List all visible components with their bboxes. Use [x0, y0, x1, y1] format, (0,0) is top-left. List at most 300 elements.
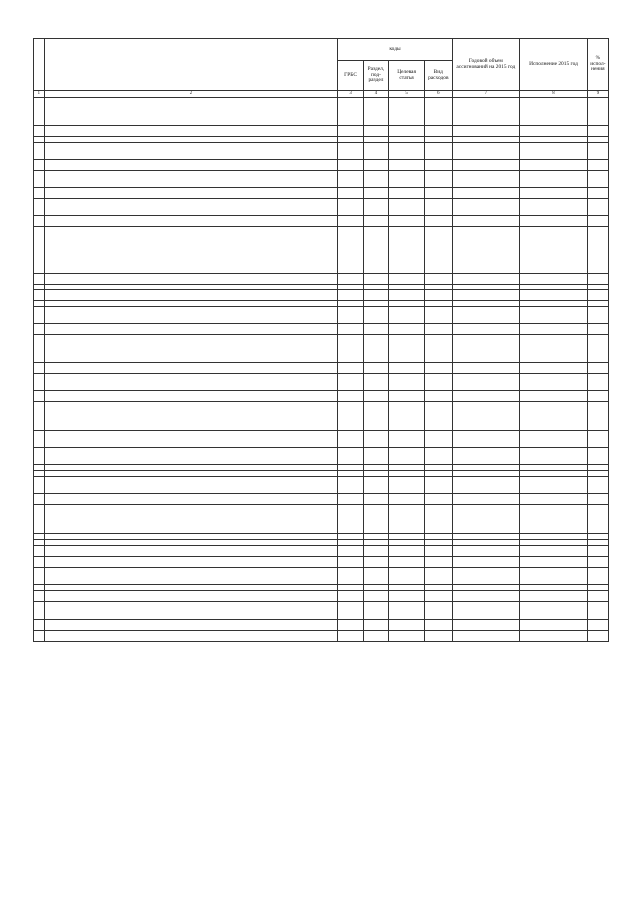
row-description: [44, 159, 338, 170]
expense-type-code: [425, 125, 452, 136]
grbs-code: [338, 362, 363, 373]
expense-type-code: [425, 619, 452, 630]
table-row: [34, 170, 609, 187]
plan-amount: [452, 170, 520, 187]
row-index-cell: [34, 590, 45, 601]
column-number: 8: [520, 91, 588, 98]
plan-amount: [452, 504, 520, 533]
row-description: [44, 619, 338, 630]
fact-amount: [520, 306, 588, 323]
plan-amount: [452, 198, 520, 215]
grbs-code: [338, 170, 363, 187]
target-article-code: [389, 504, 425, 533]
table-row: [34, 306, 609, 323]
expense-type-code: [425, 447, 452, 464]
table-row: [34, 545, 609, 556]
expense-type-code: [425, 590, 452, 601]
target-article-code: [389, 187, 425, 198]
expense-type-code: [425, 159, 452, 170]
row-index-cell: [34, 170, 45, 187]
table-row: [34, 390, 609, 401]
fact-amount: [520, 159, 588, 170]
plan-amount: [452, 545, 520, 556]
table-row: [34, 198, 609, 215]
plan-amount: [452, 215, 520, 226]
grbs-code: [338, 447, 363, 464]
target-article-code: [389, 170, 425, 187]
fact-amount: [520, 401, 588, 430]
target-article-code: [389, 289, 425, 300]
plan-amount: [452, 476, 520, 493]
percent-value: [587, 493, 608, 504]
plan-amount: [452, 187, 520, 198]
row-index-cell: [34, 476, 45, 493]
percent-value: [587, 476, 608, 493]
grbs-code: [338, 545, 363, 556]
plan-header: Годовой объем ассигнований на 2015 год: [452, 39, 520, 91]
target-article-code: [389, 334, 425, 362]
target-article-code: [389, 556, 425, 567]
row-index-cell: [34, 142, 45, 159]
grbs-code: [338, 567, 363, 584]
expense-type-code: [425, 226, 452, 273]
table-row: [34, 273, 609, 284]
row-index-cell: [34, 362, 45, 373]
section-code: [363, 362, 388, 373]
column-number: 6: [425, 91, 452, 98]
row-description: [44, 567, 338, 584]
section-code: [363, 619, 388, 630]
expense-type-code: [425, 567, 452, 584]
table-row: [34, 447, 609, 464]
target-article-code: [389, 159, 425, 170]
fact-amount: [520, 590, 588, 601]
expense-type-code: [425, 476, 452, 493]
column-number: 2: [44, 91, 338, 98]
row-description: [44, 630, 338, 641]
percent-value: [587, 198, 608, 215]
grbs-code: [338, 187, 363, 198]
target-article-code: [389, 142, 425, 159]
percent-value: [587, 630, 608, 641]
percent-value: [587, 430, 608, 447]
expense-type-code: [425, 215, 452, 226]
percent-value: [587, 334, 608, 362]
row-description: [44, 556, 338, 567]
grbs-code: [338, 476, 363, 493]
row-description: [44, 306, 338, 323]
row-description: [44, 447, 338, 464]
table-row: [34, 142, 609, 159]
table-body: [34, 97, 609, 641]
target-article-code: [389, 362, 425, 373]
percent-value: [587, 125, 608, 136]
grbs-code: [338, 142, 363, 159]
section-code: [363, 97, 388, 125]
table-row: [34, 323, 609, 334]
column-number: 9: [587, 91, 608, 98]
column-number-row: [34, 91, 609, 98]
percent-value: [587, 187, 608, 198]
percent-value: [587, 567, 608, 584]
fact-amount: [520, 97, 588, 125]
codes-header: коды: [338, 39, 452, 61]
section-code: [363, 447, 388, 464]
expense-type-code: [425, 334, 452, 362]
target-article-code: [389, 401, 425, 430]
row-description: [44, 601, 338, 619]
expense-type-code: [425, 601, 452, 619]
expense-type-code: [425, 504, 452, 533]
percent-value: [587, 545, 608, 556]
plan-amount: [452, 159, 520, 170]
row-index-cell: [34, 306, 45, 323]
plan-amount: [452, 390, 520, 401]
row-description: [44, 226, 338, 273]
row-index-cell: [34, 187, 45, 198]
table-row: [34, 373, 609, 390]
percent-value: [587, 142, 608, 159]
fact-amount: [520, 125, 588, 136]
plan-amount: [452, 493, 520, 504]
section-code: [363, 215, 388, 226]
section-code: [363, 306, 388, 323]
target-article-code: [389, 430, 425, 447]
table-row: [34, 590, 609, 601]
table-row: [34, 556, 609, 567]
fact-amount: [520, 476, 588, 493]
expense-type-code: [425, 493, 452, 504]
row-description: [44, 430, 338, 447]
table-row: [34, 334, 609, 362]
row-description: [44, 334, 338, 362]
grbs-code: [338, 97, 363, 125]
fact-amount: [520, 373, 588, 390]
plan-amount: [452, 142, 520, 159]
target-article-code: [389, 545, 425, 556]
grbs-code: [338, 630, 363, 641]
row-index-cell: [34, 619, 45, 630]
plan-amount: [452, 97, 520, 125]
grbs-code: [338, 556, 363, 567]
plan-amount: [452, 289, 520, 300]
target-article-code: [389, 601, 425, 619]
table-row: [34, 362, 609, 373]
table-row: [34, 401, 609, 430]
table-row: [34, 187, 609, 198]
target-article-code: [389, 373, 425, 390]
table-row: [34, 493, 609, 504]
fact-amount: [520, 601, 588, 619]
expense-type-code: [425, 187, 452, 198]
column-number: 1: [34, 91, 45, 98]
column-number: 7: [452, 91, 520, 98]
section-code: [363, 493, 388, 504]
plan-amount: [452, 630, 520, 641]
row-description: [44, 545, 338, 556]
row-description: [44, 289, 338, 300]
expense-type-code: [425, 323, 452, 334]
percent-value: [587, 390, 608, 401]
plan-amount: [452, 556, 520, 567]
percent-value: [587, 273, 608, 284]
row-index-cell: [34, 226, 45, 273]
table-row: [34, 601, 609, 619]
table-row: [34, 97, 609, 125]
table-row: [34, 630, 609, 641]
target-article-code: [389, 619, 425, 630]
percent-value: [587, 159, 608, 170]
row-index-cell: [34, 447, 45, 464]
grbs-header: ГРБС: [338, 61, 363, 91]
section-code: [363, 476, 388, 493]
expense-type-code: [425, 97, 452, 125]
row-description: [44, 187, 338, 198]
expense-type-code: [425, 362, 452, 373]
percent-value: [587, 289, 608, 300]
grbs-code: [338, 390, 363, 401]
section-code: [363, 198, 388, 215]
row-index-cell: [34, 198, 45, 215]
row-description: [44, 125, 338, 136]
percent-header: % испол-нения: [587, 39, 608, 91]
plan-amount: [452, 567, 520, 584]
row-description: [44, 323, 338, 334]
row-index-cell: [34, 401, 45, 430]
fact-amount: [520, 567, 588, 584]
fact-amount: [520, 545, 588, 556]
grbs-code: [338, 226, 363, 273]
target-article-code: [389, 323, 425, 334]
percent-value: [587, 306, 608, 323]
expense-type-code: [425, 430, 452, 447]
section-code: [363, 556, 388, 567]
section-code: [363, 504, 388, 533]
plan-amount: [452, 447, 520, 464]
grbs-code: [338, 215, 363, 226]
column-number: 3: [338, 91, 363, 98]
section-code: [363, 187, 388, 198]
row-description: [44, 142, 338, 159]
plan-amount: [452, 306, 520, 323]
col-description-header: [44, 39, 338, 91]
row-index-cell: [34, 545, 45, 556]
percent-value: [587, 170, 608, 187]
target-article-code: [389, 306, 425, 323]
target-article-code: [389, 273, 425, 284]
target-article-code: [389, 476, 425, 493]
fact-amount: [520, 493, 588, 504]
table-row: [34, 215, 609, 226]
grbs-code: [338, 159, 363, 170]
row-index-cell: [34, 630, 45, 641]
percent-value: [587, 226, 608, 273]
expense-type-code: [425, 273, 452, 284]
grbs-code: [338, 323, 363, 334]
target-article-code: [389, 125, 425, 136]
row-index-cell: [34, 430, 45, 447]
row-index-cell: [34, 556, 45, 567]
row-description: [44, 97, 338, 125]
grbs-code: [338, 289, 363, 300]
col-index-header: [34, 39, 45, 91]
grbs-code: [338, 601, 363, 619]
target-article-code: [389, 198, 425, 215]
target-article-code: [389, 226, 425, 273]
row-description: [44, 215, 338, 226]
row-index-cell: [34, 159, 45, 170]
target-article-code: [389, 590, 425, 601]
fact-amount: [520, 142, 588, 159]
row-description: [44, 390, 338, 401]
grbs-code: [338, 401, 363, 430]
percent-value: [587, 601, 608, 619]
plan-amount: [452, 619, 520, 630]
section-code: [363, 590, 388, 601]
section-code: [363, 226, 388, 273]
section-code: [363, 373, 388, 390]
percent-value: [587, 401, 608, 430]
plan-amount: [452, 430, 520, 447]
section-code: [363, 323, 388, 334]
section-code: [363, 567, 388, 584]
row-description: [44, 362, 338, 373]
percent-value: [587, 590, 608, 601]
grbs-code: [338, 125, 363, 136]
section-code: [363, 125, 388, 136]
plan-amount: [452, 401, 520, 430]
expense-type-code: [425, 142, 452, 159]
target-article-code: [389, 493, 425, 504]
row-index-cell: [34, 97, 45, 125]
grbs-code: [338, 590, 363, 601]
expense-type-code: [425, 289, 452, 300]
target-article-code: [389, 630, 425, 641]
target-article-code: [389, 97, 425, 125]
expense-type-code: [425, 373, 452, 390]
row-description: [44, 198, 338, 215]
fact-amount: [520, 504, 588, 533]
row-index-cell: [34, 567, 45, 584]
plan-amount: [452, 125, 520, 136]
section-code: [363, 159, 388, 170]
row-index-cell: [34, 334, 45, 362]
section-code: [363, 601, 388, 619]
table-row: [34, 619, 609, 630]
section-code: [363, 142, 388, 159]
fact-amount: [520, 334, 588, 362]
fact-amount: [520, 556, 588, 567]
plan-amount: [452, 226, 520, 273]
section-code: [363, 170, 388, 187]
fact-amount: [520, 198, 588, 215]
plan-amount: [452, 601, 520, 619]
percent-value: [587, 97, 608, 125]
plan-amount: [452, 334, 520, 362]
table-row: [34, 476, 609, 493]
expense-type-code: [425, 401, 452, 430]
row-description: [44, 401, 338, 430]
fact-amount: [520, 215, 588, 226]
expense-type-code: [425, 170, 452, 187]
grbs-code: [338, 430, 363, 447]
row-index-cell: [34, 493, 45, 504]
table-row: [34, 226, 609, 273]
section-code: [363, 334, 388, 362]
grbs-code: [338, 504, 363, 533]
fact-amount: [520, 170, 588, 187]
razdel-header: Раздел, под-раздел: [363, 61, 388, 91]
row-description: [44, 170, 338, 187]
row-index-cell: [34, 273, 45, 284]
grbs-code: [338, 493, 363, 504]
expense-type-code: [425, 306, 452, 323]
row-index-cell: [34, 390, 45, 401]
plan-amount: [452, 362, 520, 373]
percent-value: [587, 556, 608, 567]
row-index-cell: [34, 215, 45, 226]
column-number: 5: [389, 91, 425, 98]
fact-amount: [520, 362, 588, 373]
grbs-code: [338, 273, 363, 284]
table-row: [34, 567, 609, 584]
fact-amount: [520, 323, 588, 334]
plan-amount: [452, 590, 520, 601]
percent-value: [587, 323, 608, 334]
fact-amount: [520, 619, 588, 630]
row-index-cell: [34, 289, 45, 300]
row-index-cell: [34, 504, 45, 533]
plan-amount: [452, 323, 520, 334]
table-row: [34, 159, 609, 170]
plan-amount: [452, 373, 520, 390]
fact-header: Исполнение 2015 год: [520, 39, 588, 91]
percent-value: [587, 215, 608, 226]
plan-amount: [452, 273, 520, 284]
table-row: [34, 430, 609, 447]
row-index-cell: [34, 125, 45, 136]
row-description: [44, 373, 338, 390]
percent-value: [587, 504, 608, 533]
budget-table: [33, 38, 609, 642]
expense-type-code: [425, 198, 452, 215]
row-index-cell: [34, 373, 45, 390]
row-index-cell: [34, 601, 45, 619]
fact-amount: [520, 226, 588, 273]
expense-type-code: [425, 556, 452, 567]
row-description: [44, 476, 338, 493]
target-article-code: [389, 567, 425, 584]
grbs-code: [338, 334, 363, 362]
section-code: [363, 401, 388, 430]
row-index-cell: [34, 323, 45, 334]
row-description: [44, 590, 338, 601]
expense-type-code: [425, 545, 452, 556]
grbs-code: [338, 373, 363, 390]
expense-type-code: [425, 390, 452, 401]
target-article-code: [389, 390, 425, 401]
target-article-code: [389, 215, 425, 226]
grbs-code: [338, 306, 363, 323]
fact-amount: [520, 430, 588, 447]
fact-amount: [520, 447, 588, 464]
row-description: [44, 504, 338, 533]
fact-amount: [520, 273, 588, 284]
table-row: [34, 125, 609, 136]
expense-type-header: Вид расходов: [425, 61, 452, 91]
table-row: [34, 504, 609, 533]
percent-value: [587, 619, 608, 630]
